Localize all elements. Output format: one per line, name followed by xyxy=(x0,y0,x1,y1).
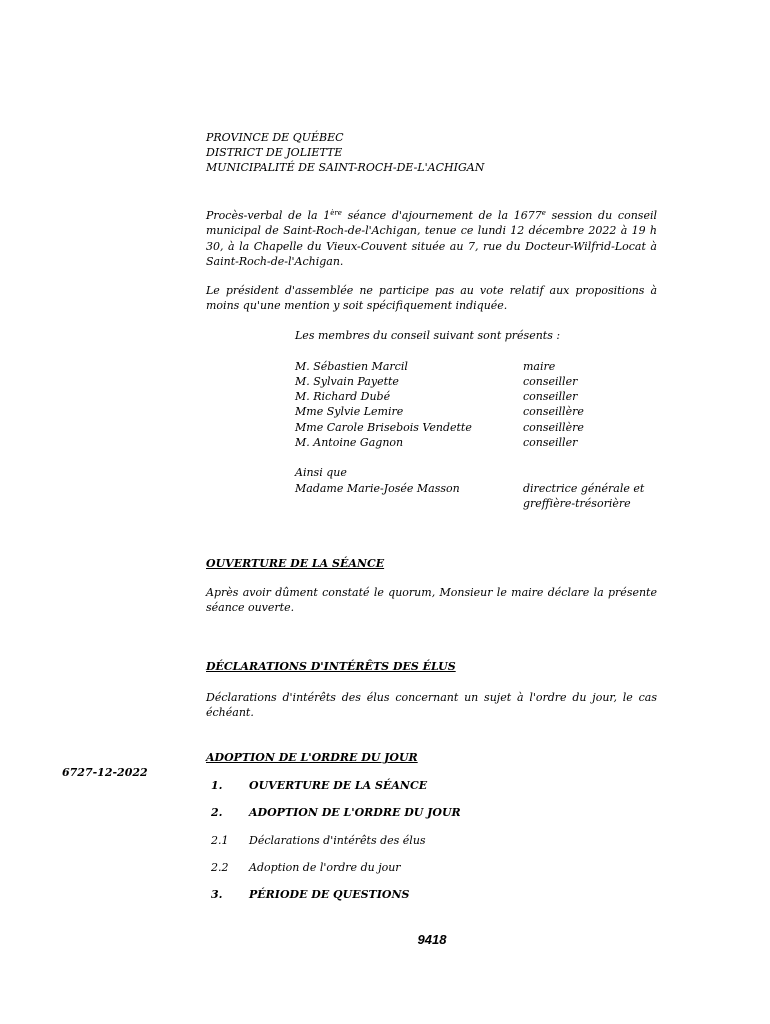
resolution-number: 6727-12-2022 xyxy=(62,766,148,779)
agenda-item: Déclarations d'intérêts des élus xyxy=(249,834,426,847)
page-number: 9418 xyxy=(417,932,447,947)
dg-role-line2: greffière-trésorière xyxy=(523,497,631,510)
agenda-number: 2.1 xyxy=(211,834,229,847)
also-present-label: Ainsi que xyxy=(295,466,347,479)
agenda-number: 2.2 xyxy=(211,861,229,874)
section-title-declarations: DÉCLARATIONS D'INTÉRÊTS DES ÉLUS xyxy=(206,660,456,673)
member-role: conseiller xyxy=(523,436,578,449)
section-title-adoption: ADOPTION DE L'ORDRE DU JOUR xyxy=(206,751,418,764)
declarations-text: Déclarations d'intérêts des élus concernant un sujet à l'ordre du jour, le cas échéant. xyxy=(206,691,657,720)
member-name: M. Antoine Gagnon xyxy=(295,436,404,449)
member-name: M. Sébastien Marcil xyxy=(295,360,408,373)
members-intro: Les membres du conseil suivant sont présents : xyxy=(295,329,561,342)
member-role: conseiller xyxy=(523,375,578,388)
president-vote-paragraph: Le président d'assemblée ne participe pas au vote relatif aux propositions à moins qu'une mention y soit spécifiquement indiquée. xyxy=(206,284,657,313)
member-role: conseillère xyxy=(523,421,584,434)
dg-role-line1: directrice générale et xyxy=(523,482,645,495)
header-province: PROVINCE DE QUÉBEC xyxy=(206,131,344,144)
member-name: M. Sylvain Payette xyxy=(295,375,399,388)
member-name: M. Richard Dubé xyxy=(295,390,391,403)
header-municipality: MUNICIPALITÉ DE SAINT-ROCH-DE-L'ACHIGAN xyxy=(206,161,485,174)
agenda-item: ADOPTION DE L'ORDRE DU JOUR xyxy=(249,806,461,819)
member-role: conseillère xyxy=(523,405,584,418)
agenda-item: Adoption de l'ordre du jour xyxy=(249,861,401,874)
agenda-item: OUVERTURE DE LA SÉANCE xyxy=(249,779,428,792)
agenda-number: 1. xyxy=(211,779,223,792)
header-district: DISTRICT DE JOLIETTE xyxy=(206,146,343,159)
member-role: conseiller xyxy=(523,390,578,403)
section-title-ouverture: OUVERTURE DE LA SÉANCE xyxy=(206,557,385,570)
intro-paragraph: Procès-verbal de la 1ère séance d'ajournement de la 1677e session du conseil municipal de Saint-Roch-de-l'Achigan, tenue ce lundi 12 décembre 2022 à 19 h 30, à la Chapelle du Vieux-Couvent située au 7, rue du Docteur-Wilfrid-Locat à Saint-Roch-de-l'Achigan. xyxy=(206,209,657,268)
agenda-number: 2. xyxy=(211,806,223,819)
ouverture-text: Après avoir dûment constaté le quorum, Monsieur le maire déclare la présente séance ouverte. xyxy=(206,586,657,615)
member-name: Mme Sylvie Lemire xyxy=(295,405,404,418)
agenda-number: 3. xyxy=(211,888,223,901)
dg-name: Madame Marie-Josée Masson xyxy=(295,482,460,495)
agenda-item: PÉRIODE DE QUESTIONS xyxy=(249,888,410,901)
member-name: Mme Carole Brisebois Vendette xyxy=(295,421,472,434)
member-role: maire xyxy=(523,360,556,373)
